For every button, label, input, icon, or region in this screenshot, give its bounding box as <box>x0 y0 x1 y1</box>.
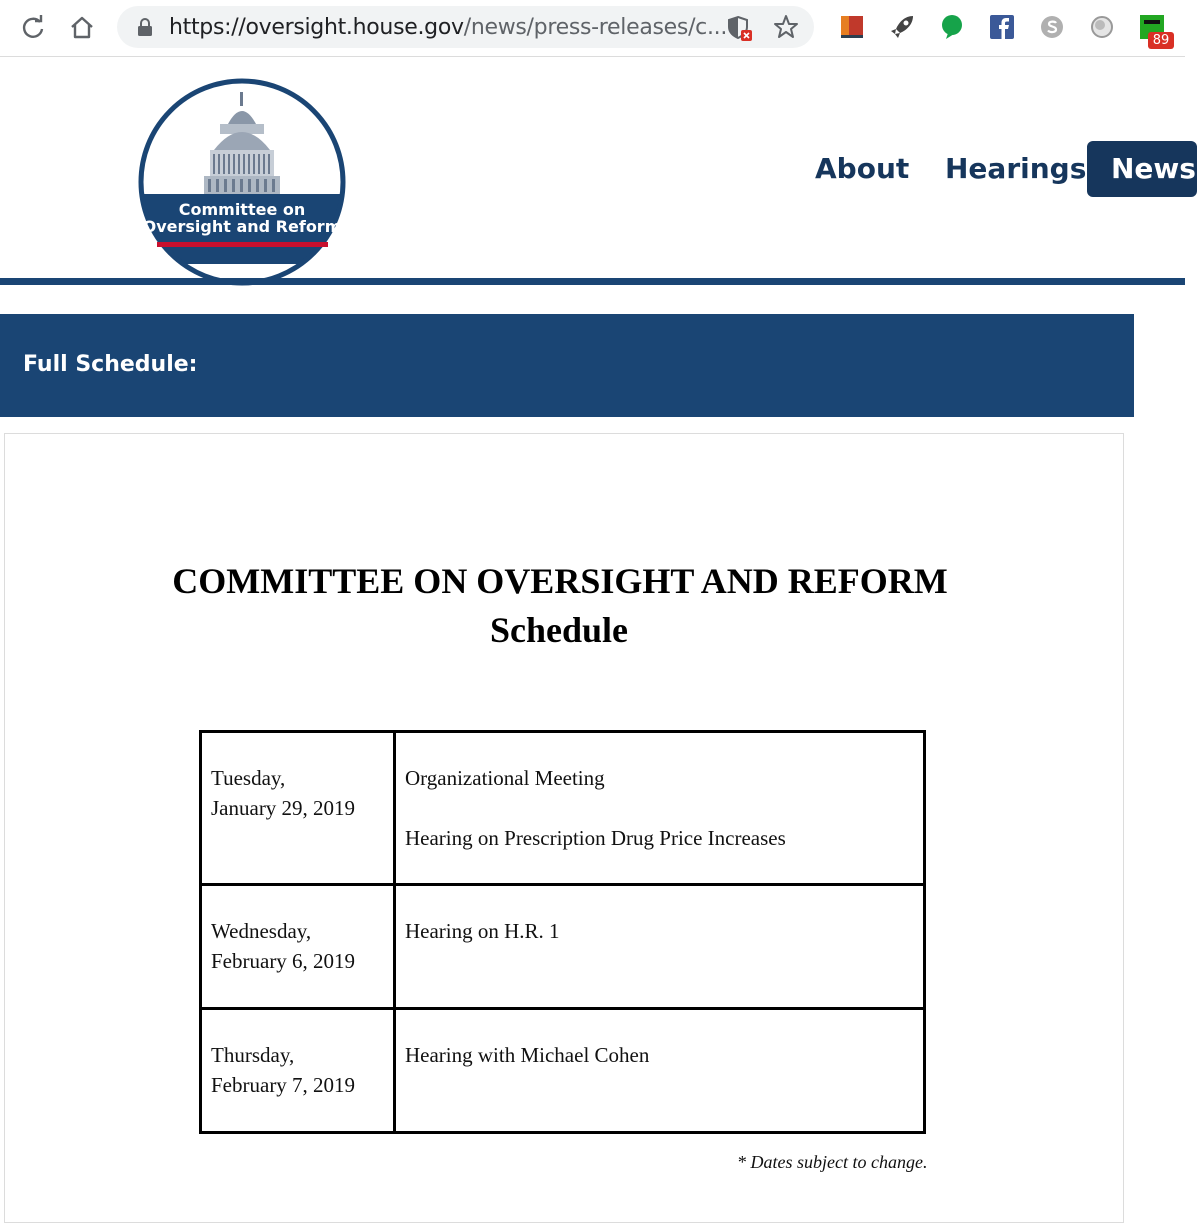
event-cell <box>395 732 925 885</box>
date-cell <box>201 885 395 1009</box>
schedule-document <box>4 433 1124 1223</box>
bookmark-star-icon[interactable] <box>773 14 799 45</box>
table-row <box>201 1009 925 1133</box>
schedule-table <box>199 730 926 1134</box>
dates-footnote: * Dates subject to change. <box>737 1152 928 1172</box>
chat-bubble-extension-icon[interactable] <box>938 13 966 41</box>
day-text: Thursday, <box>211 1043 295 1067</box>
facebook-extension-icon[interactable] <box>988 13 1016 41</box>
skype-extension-icon[interactable] <box>1038 13 1066 41</box>
date-text: February 7, 2019 <box>211 1073 356 1097</box>
day-text: Wednesday, <box>211 919 312 943</box>
header-divider <box>0 278 1185 285</box>
tracking-shield-icon[interactable] <box>727 15 753 46</box>
event-text: Organizational Meeting <box>405 766 605 790</box>
event-text: Hearing with Michael Cohen <box>405 1043 650 1067</box>
circle-extension-icon[interactable] <box>1088 13 1116 41</box>
nav-about[interactable]: About <box>815 152 910 185</box>
logo-line1: Committee on <box>178 200 306 219</box>
rocket-extension-icon[interactable] <box>888 13 916 41</box>
event-cell <box>395 885 925 1009</box>
reload-icon[interactable] <box>19 14 47 42</box>
nav-hearings[interactable]: Hearings <box>945 152 1087 185</box>
event-text: Hearing on Prescription Drug Price Increases <box>405 826 786 850</box>
table-row <box>201 732 925 885</box>
date-cell <box>201 1009 395 1133</box>
committee-logo[interactable] <box>138 80 348 250</box>
lock-icon[interactable] <box>137 18 153 41</box>
nav-news[interactable]: News <box>1087 141 1197 197</box>
schedule-banner <box>0 314 1134 417</box>
day-text: Tuesday, <box>211 766 286 790</box>
book-extension-icon[interactable] <box>838 13 866 41</box>
home-icon[interactable] <box>68 14 96 42</box>
banner-title: Full Schedule: <box>23 352 198 377</box>
extension-badge: 89 <box>1148 32 1174 49</box>
document-title: COMMITTEE ON OVERSIGHT AND REFORM <box>172 561 948 601</box>
browser-toolbar <box>0 0 1185 57</box>
date-text: January 29, 2019 <box>211 796 356 820</box>
event-cell <box>395 1009 925 1133</box>
event-text: Hearing on H.R. 1 <box>405 919 560 943</box>
address-bar[interactable] <box>117 6 814 48</box>
date-text: February 6, 2019 <box>211 949 356 973</box>
document-subtitle: Schedule <box>489 610 629 650</box>
table-row <box>201 885 925 1009</box>
url-text[interactable]: https://oversight.house.gov/news/press-releases/c... <box>169 15 728 40</box>
date-cell <box>201 732 395 885</box>
logo-line2: Oversight and Reform <box>142 217 342 236</box>
